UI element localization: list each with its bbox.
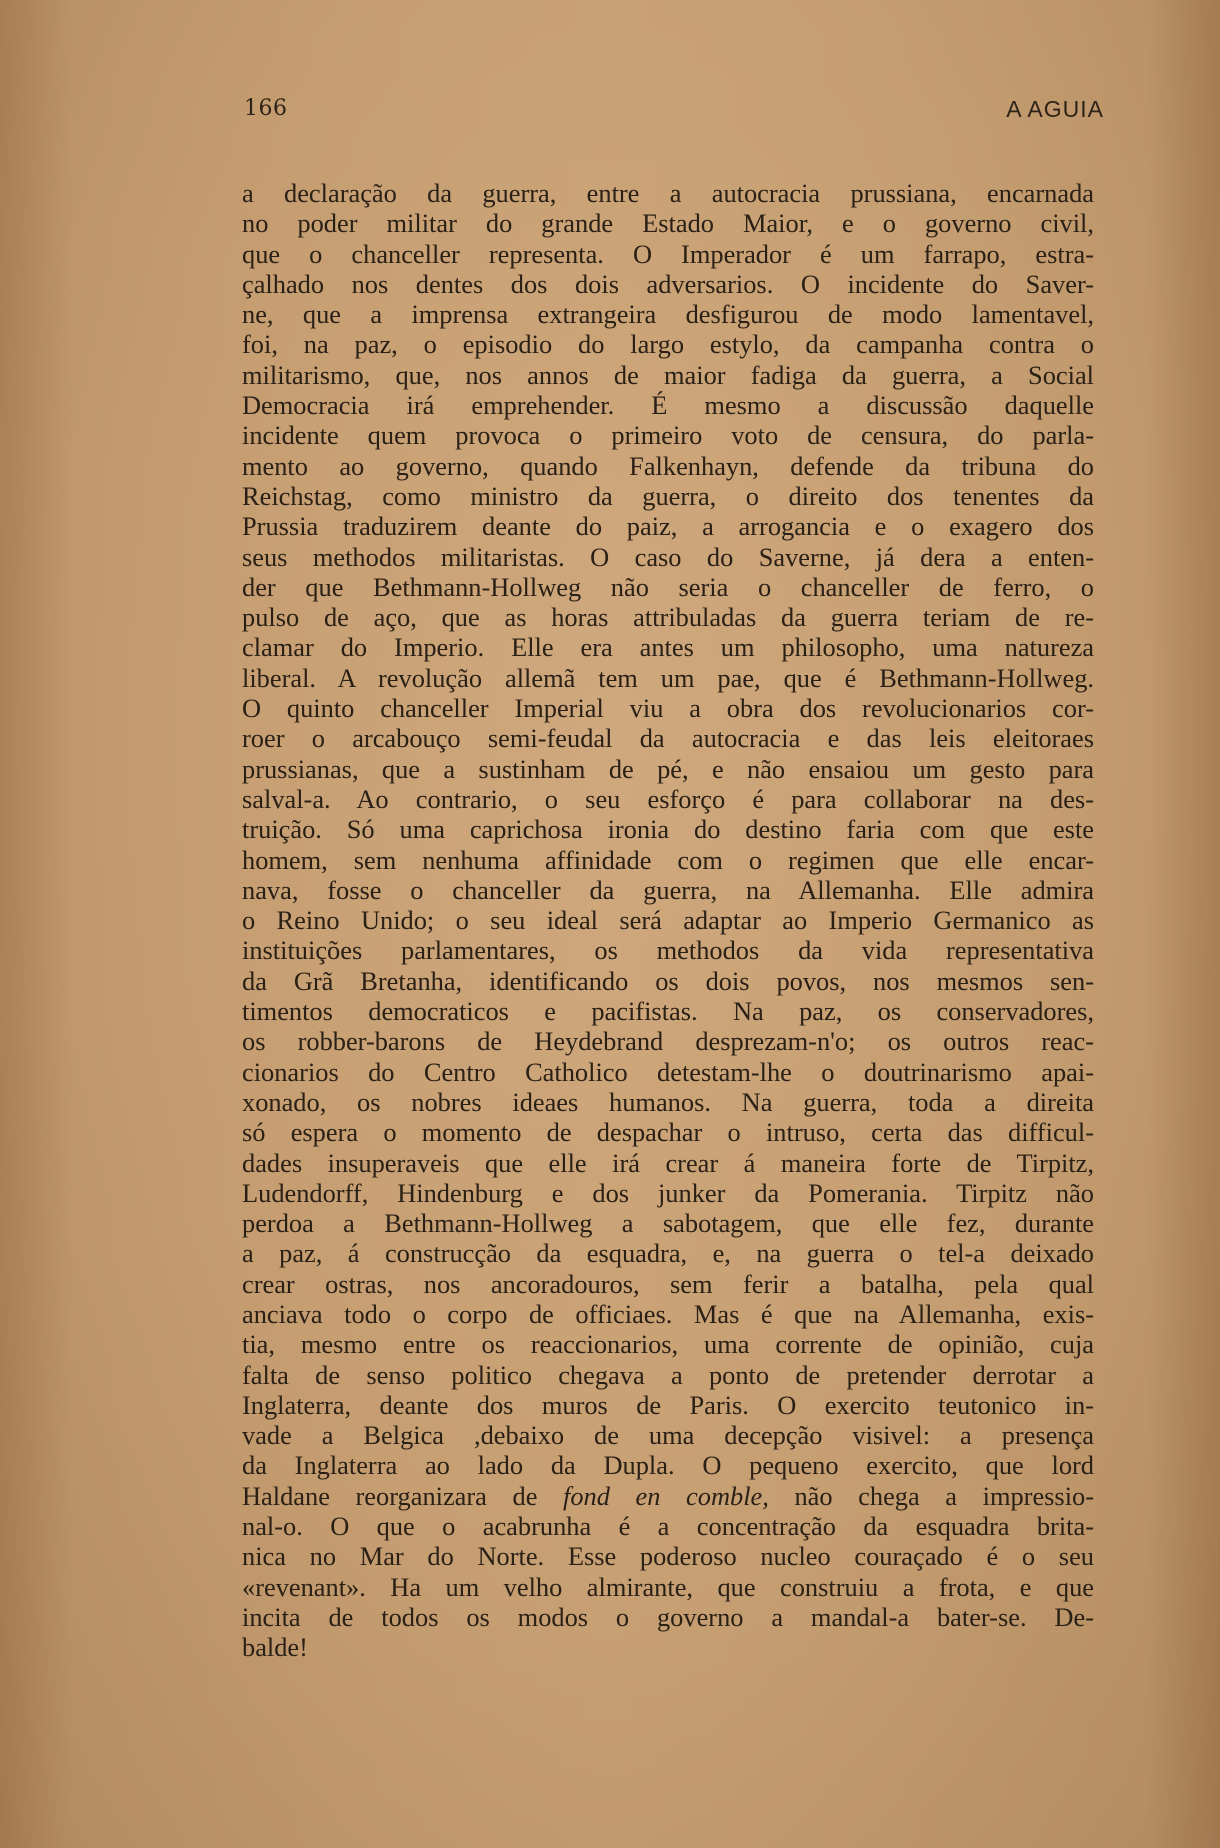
text-line: ne, que a imprensa extrangeira desfigurou de modo lamentavel,	[242, 299, 1094, 330]
text-line: a declaração da guerra, entre a autocracia prussiana, encarnada	[242, 178, 1094, 208]
page-header	[244, 96, 1104, 126]
running-title: A AGUIA	[1006, 96, 1104, 122]
text-line: prussianas, que a sustinham de pé, e não ensaiou um gesto para	[242, 753, 1094, 784]
text-line: os robber-barons de Heydebrand desprezam-n'o; os outros reac-	[242, 1026, 1094, 1057]
text-line: Reichstag, como ministro da guerra, o direito dos tenentes da	[242, 480, 1094, 511]
text-line: nava, fosse o chanceller da guerra, na Allemanha. Elle admira	[242, 874, 1094, 905]
body-text	[242, 178, 1094, 1663]
text-line: crear ostras, nos ancoradouros, sem ferir a batalha, pela qual	[242, 1268, 1094, 1299]
text-line: timentos democraticos e pacifistas. Na paz, os conservadores,	[242, 996, 1094, 1027]
text-line: incidente quem provoca o primeiro voto de censura, do parla-	[242, 420, 1094, 451]
text-line: no poder militar do grande Estado Maior, e o governo civil,	[242, 208, 1094, 239]
text-line: perdoa a Bethmann-Hollweg a sabotagem, que elle fez, durante	[242, 1208, 1094, 1239]
text-line: foi, na paz, o episodio do largo estylo, da campanha contra o	[242, 329, 1094, 360]
text-line: anciava todo o corpo de officiaes. Mas é que na Allemanha, exis-	[242, 1298, 1094, 1329]
text-line: nal-o. O que o acabrunha é a concentração da esquadra brita-	[242, 1511, 1094, 1542]
text-line: incita de todos os modos o governo a mandal-a bater-se. De-	[242, 1601, 1094, 1632]
italic-phrase: fond en comble,	[563, 1480, 769, 1511]
text-line: falta de senso politico chegava a ponto de pretender derrotar a	[242, 1359, 1094, 1390]
text-line: cionarios do Centro Catholico detestam-lhe o doutrinarismo apai-	[242, 1056, 1094, 1087]
text-line-final: balde!	[242, 1632, 308, 1663]
text-line: instituições parlamentares, os methodos da vida representativa	[242, 935, 1094, 966]
page-number: 166	[244, 96, 288, 121]
text-line: vade a Belgica ,debaixo de uma decepção visivel: a presença	[242, 1420, 1094, 1451]
text-line: «revenant». Ha um velho almirante, que construiu a frota, e que	[242, 1571, 1094, 1602]
text-segment: Haldane reorganizara de	[242, 1480, 564, 1511]
text-line: o Reino Unido; o seu ideal será adaptar ao Imperio Germanico as	[242, 905, 1094, 936]
text-line-with-italic	[242, 1481, 1094, 1511]
text-line: Inglaterra, deante dos muros de Paris. O exercito teutonico in-	[242, 1389, 1094, 1420]
text-line: salval-a. Ao contrario, o seu esforço é para collaborar na des-	[242, 783, 1094, 814]
text-line: dades insuperaveis que elle irá crear á maneira forte de Tirpitz,	[242, 1147, 1094, 1178]
text-line: tia, mesmo entre os reaccionarios, uma corrente de opinião, cuja	[242, 1329, 1094, 1360]
text-line: mento ao governo, quando Falkenhayn, defende da tribuna do	[242, 450, 1094, 481]
text-line: O quinto chanceller Imperial viu a obra dos revolucionarios cor-	[242, 693, 1094, 724]
text-segment: não chega a impressio-	[768, 1480, 1095, 1511]
text-line: da Grã Bretanha, identificando os dois povos, nos mesmos sen-	[242, 965, 1094, 996]
text-line: homem, sem nenhuma affinidade com o regimen que elle encar-	[242, 844, 1094, 875]
text-line: militarismo, que, nos annos de maior fadiga da guerra, a Social	[242, 359, 1094, 390]
text-line: truição. Só uma caprichosa ironia do destino faria com que este	[242, 814, 1094, 845]
text-line: da Inglaterra ao lado da Dupla. O pequeno exercito, que lord	[242, 1450, 1094, 1481]
text-line: Prussia traduzirem deante do paiz, a arrogancia e o exagero dos	[242, 511, 1094, 542]
text-line: roer o arcabouço semi-feudal da autocracia e das leis eleitoraes	[242, 723, 1094, 754]
text-line: que o chanceller representa. O Imperador é um farrapo, estra-	[242, 238, 1094, 269]
text-line: clamar do Imperio. Elle era antes um philosopho, uma natureza	[242, 632, 1094, 663]
text-line: liberal. A revolução allemã tem um pae, que é Bethmann-Hollweg.	[242, 662, 1094, 693]
text-line: çalhado nos dentes dos dois adversarios. O incidente do Saver-	[242, 268, 1094, 299]
text-line: xonado, os nobres ideaes humanos. Na guerra, toda a direita	[242, 1086, 1094, 1117]
text-line: seus methodos militaristas. O caso do Saverne, já dera a enten-	[242, 541, 1094, 572]
text-line: a paz, á construcção da esquadra, e, na guerra o tel-a deixado	[242, 1238, 1094, 1269]
text-line: Ludendorff, Hindenburg e dos junker da Pomerania. Tirpitz não	[242, 1177, 1094, 1208]
text-line: Democracia irá emprehender. É mesmo a discussão daquelle	[242, 390, 1094, 421]
text-line: pulso de aço, que as horas attribuladas da guerra teriam de re-	[242, 602, 1094, 633]
text-line: der que Bethmann-Hollweg não seria o chanceller de ferro, o	[242, 571, 1094, 602]
text-line: nica no Mar do Norte. Esse poderoso nucleo couraçado é o seu	[242, 1541, 1094, 1572]
text-line: só espera o momento de despachar o intruso, certa das difficul-	[242, 1117, 1094, 1148]
